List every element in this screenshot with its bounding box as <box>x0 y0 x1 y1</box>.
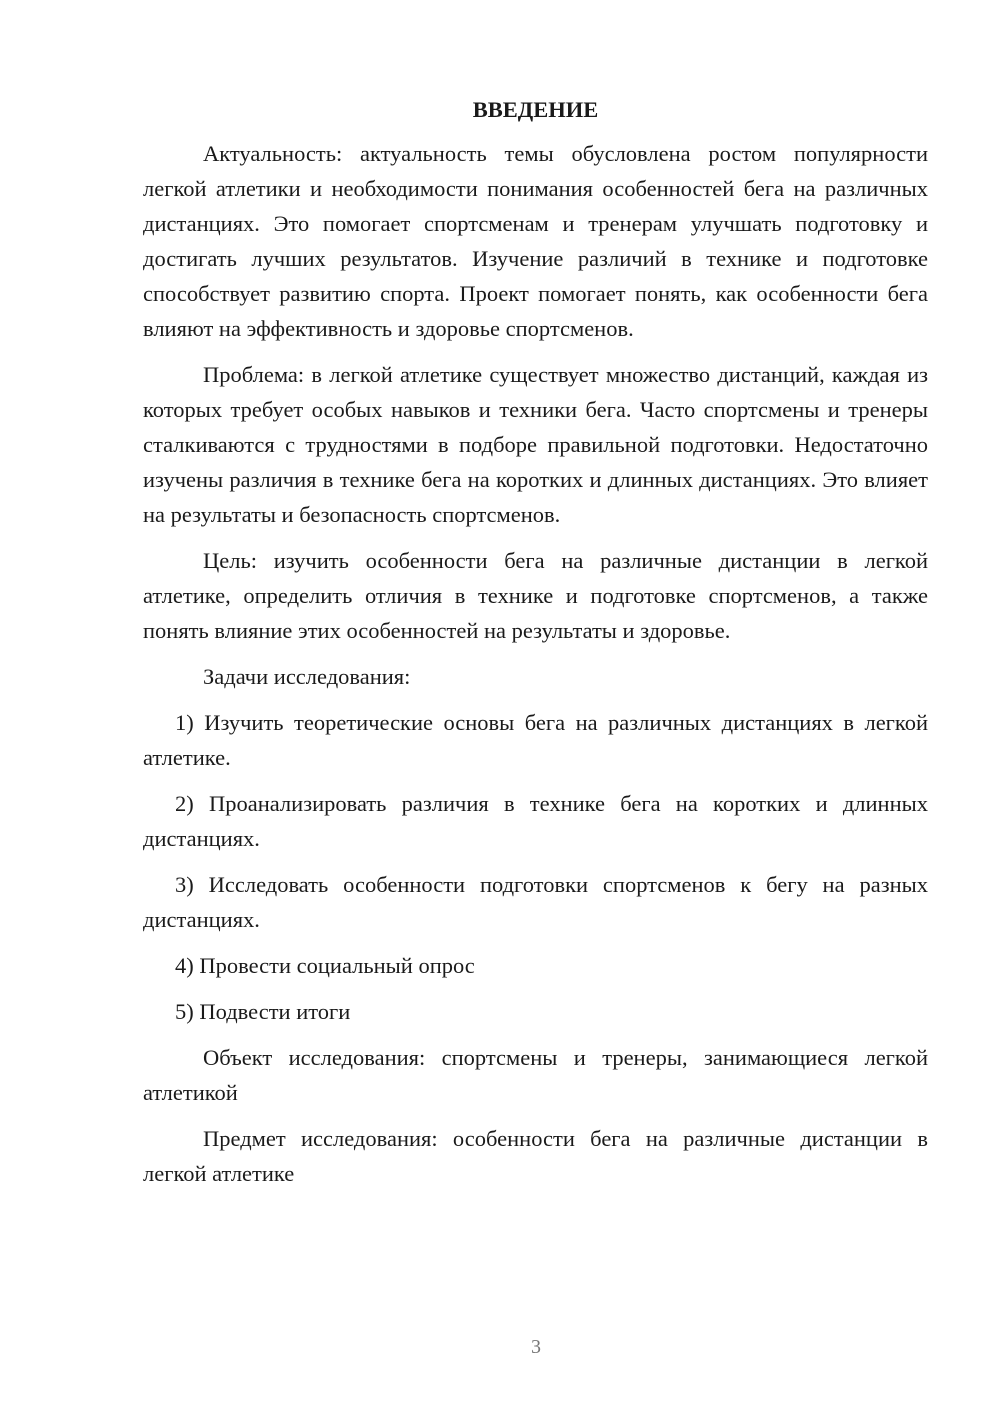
subject-paragraph: Предмет исследования: особенности бега на различные дистанции в легкой атлетике <box>143 1126 928 1186</box>
tasks-title: Задачи исследования: <box>203 664 411 689</box>
page-number: 3 <box>531 1336 541 1358</box>
task-item-3: 3) Исследовать особенности подготовки спортсменов к бегу на разных дистанциях. <box>143 872 928 932</box>
problem-paragraph: Проблема: в легкой атлетике существует множество дистанций, каждая из которых требует особых навыков и техники бега. Часто спортсмены и тренеры сталкиваются с трудностями в подборе правильной подготовки. Недостаточно изучены различия в технике бега на коротких и длинных дистанциях. Это влияет на результаты и безопасность спортсменов. <box>143 362 928 527</box>
goal-paragraph: Цель: изучить особенности бега на различные дистанции в легкой атлетике, определить отличия в технике и подготовке спортсменов, а также понять влияние этих особенностей на результаты и здоровье. <box>143 548 928 643</box>
task-item-4: 4) Провести социальный опрос <box>175 953 475 978</box>
object-paragraph: Объект исследования: спортсмены и тренеры, занимающиеся легкой атлетикой <box>143 1045 928 1105</box>
task-item-2: 2) Проанализировать различия в технике бега на коротких и длинных дистанциях. <box>143 791 928 851</box>
task-item-1: 1) Изучить теоретические основы бега на различных дистанциях в легкой атлетике. <box>143 710 928 770</box>
page-content <box>143 92 928 1202</box>
section-heading: ВВЕДЕНИЕ <box>472 97 599 122</box>
task-item-5: 5) Подвести итоги <box>175 999 351 1024</box>
relevance-paragraph: Актуальность: актуальность темы обусловлена ростом популярности легкой атлетики и необходимости понимания особенностей бега на различных дистанциях. Это помогает спортсменам и тренерам улучшать подготовку и достигать лучших результатов. Изучение различий в технике и подготовке способствует развитию спорта. Проект помогает понять, как особенности бега влияют на эффективность и здоровье спортсменов. <box>143 141 928 341</box>
